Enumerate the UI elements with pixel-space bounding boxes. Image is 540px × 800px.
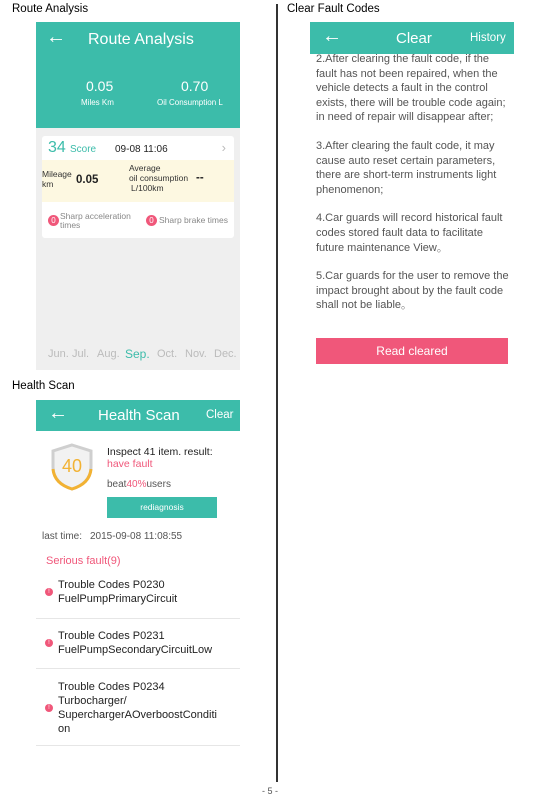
instruction-paragraph: 2.After clearing the fault code, if the fault has not been repaired, when the vehicle detects a fault in the control exists, there will be trouble code again; in need of repair will disappear after; <box>316 53 506 124</box>
clear-instructions <box>316 52 512 327</box>
trip-card[interactable] <box>42 136 234 238</box>
sharp-accel-count: 0 <box>48 215 59 226</box>
avg-oil-label-1: Average <box>129 163 161 173</box>
fault-description: Turbocharger/ <box>58 695 127 707</box>
avg-oil-unit: L/100km <box>131 183 164 193</box>
health-score: 40 <box>61 456 83 476</box>
last-time-value: 2015-09-08 11:08:55 <box>90 531 183 542</box>
vertical-divider <box>276 4 278 782</box>
fault-code: Trouble Codes P0234 <box>58 681 165 693</box>
last-time-label: last time: <box>42 531 83 542</box>
avg-oil-label-2: oil consumption <box>129 173 189 183</box>
beat-text <box>107 479 171 490</box>
clear-button[interactable]: Clear <box>206 409 234 421</box>
oil-value: 0.70 <box>181 78 209 94</box>
month-item[interactable]: Aug. <box>97 348 120 360</box>
back-arrow-icon[interactable]: ← <box>48 402 68 424</box>
health-header <box>36 400 240 431</box>
section-title-health-scan: Health Scan <box>12 380 75 392</box>
trip-stats-row <box>42 160 234 202</box>
mileage-value: 0.05 <box>76 174 99 186</box>
sharp-brake-count: 0 <box>146 215 157 226</box>
fault-description: SuperchargerAOverboostConditi <box>58 709 217 721</box>
history-button[interactable]: History <box>470 32 506 44</box>
instruction-paragraph: 4.Car guards will record historical fault codes stored fault data to facilitate future maintenance View。 <box>316 212 503 254</box>
fault-text <box>58 578 238 606</box>
fault-code: Trouble Codes P0230 <box>58 579 165 591</box>
month-item[interactable]: Nov. <box>185 348 207 360</box>
fault-list-item[interactable] <box>36 680 240 746</box>
route-title: Route Analysis <box>88 31 194 48</box>
section-title-route-analysis: Route Analysis <box>12 3 89 15</box>
instruction-paragraph: 3.After clearing the fault code, it may cause auto reset certain parameters, there are short-term instruments light phenomenon; <box>316 139 497 196</box>
score-value: 34 <box>48 139 66 156</box>
health-title: Health Scan <box>98 407 180 424</box>
fault-description: on <box>58 723 71 735</box>
read-cleared-button[interactable]: Read cleared <box>316 338 508 364</box>
month-item[interactable]: Jun. <box>48 348 69 360</box>
rediagnosis-button[interactable]: rediagnosis <box>107 497 217 518</box>
beat-suffix: users <box>146 479 171 490</box>
clear-header <box>310 22 514 54</box>
mileage-label: Mileage km <box>42 169 72 189</box>
month-item[interactable]: Dec. <box>214 348 237 360</box>
fault-list-item[interactable] <box>36 629 240 669</box>
trip-date: 09-08 11:06 <box>115 144 168 155</box>
fault-alert-icon: ! <box>45 704 53 712</box>
beat-prefix: beat <box>107 479 127 490</box>
chevron-right-icon: › <box>221 140 226 155</box>
page-number: - 5 - <box>261 786 278 796</box>
beat-percent: 40% <box>126 479 147 490</box>
sharp-brake-label: Sharp brake times <box>159 215 228 225</box>
back-arrow-icon[interactable]: ← <box>46 26 66 48</box>
back-arrow-icon[interactable]: ← <box>322 25 342 47</box>
fault-description: FuelPumpSecondaryCircuitLow <box>58 644 213 656</box>
score-label: Score <box>70 144 97 155</box>
fault-code: Trouble Codes P0231 <box>58 630 165 642</box>
avg-oil-value: -- <box>196 172 204 184</box>
serious-fault-header: Serious fault(9) <box>46 555 121 567</box>
month-item[interactable]: Oct. <box>157 348 178 360</box>
month-selector[interactable] <box>44 348 238 368</box>
month-item-selected[interactable]: Sep. <box>125 347 150 361</box>
clear-title: Clear <box>396 30 432 47</box>
section-title-clear-fault-codes: Clear Fault Codes <box>287 3 380 15</box>
fault-text <box>58 680 238 736</box>
fault-description: FuelPumpPrimaryCircuit <box>58 593 178 605</box>
oil-label: Oil Consumption L <box>157 98 223 107</box>
fault-alert-icon: ! <box>45 588 53 596</box>
instruction-paragraph: 5.Car guards for the user to remove the impact brought about by the fault code shall not be liable。 <box>316 270 509 312</box>
month-item[interactable]: Jul. <box>72 348 90 360</box>
fault-list-item[interactable] <box>36 578 240 619</box>
route-analysis-screen <box>36 22 240 370</box>
result-text: have fault <box>107 458 153 470</box>
miles-label: Miles Km <box>81 98 114 107</box>
fault-text <box>58 629 238 657</box>
miles-value: 0.05 <box>86 78 114 94</box>
sharp-accel-label: Sharp acceleration times <box>60 211 131 230</box>
route-header <box>36 22 240 128</box>
fault-alert-icon: ! <box>45 639 53 647</box>
inspect-text: Inspect 41 item. result: <box>107 446 213 458</box>
